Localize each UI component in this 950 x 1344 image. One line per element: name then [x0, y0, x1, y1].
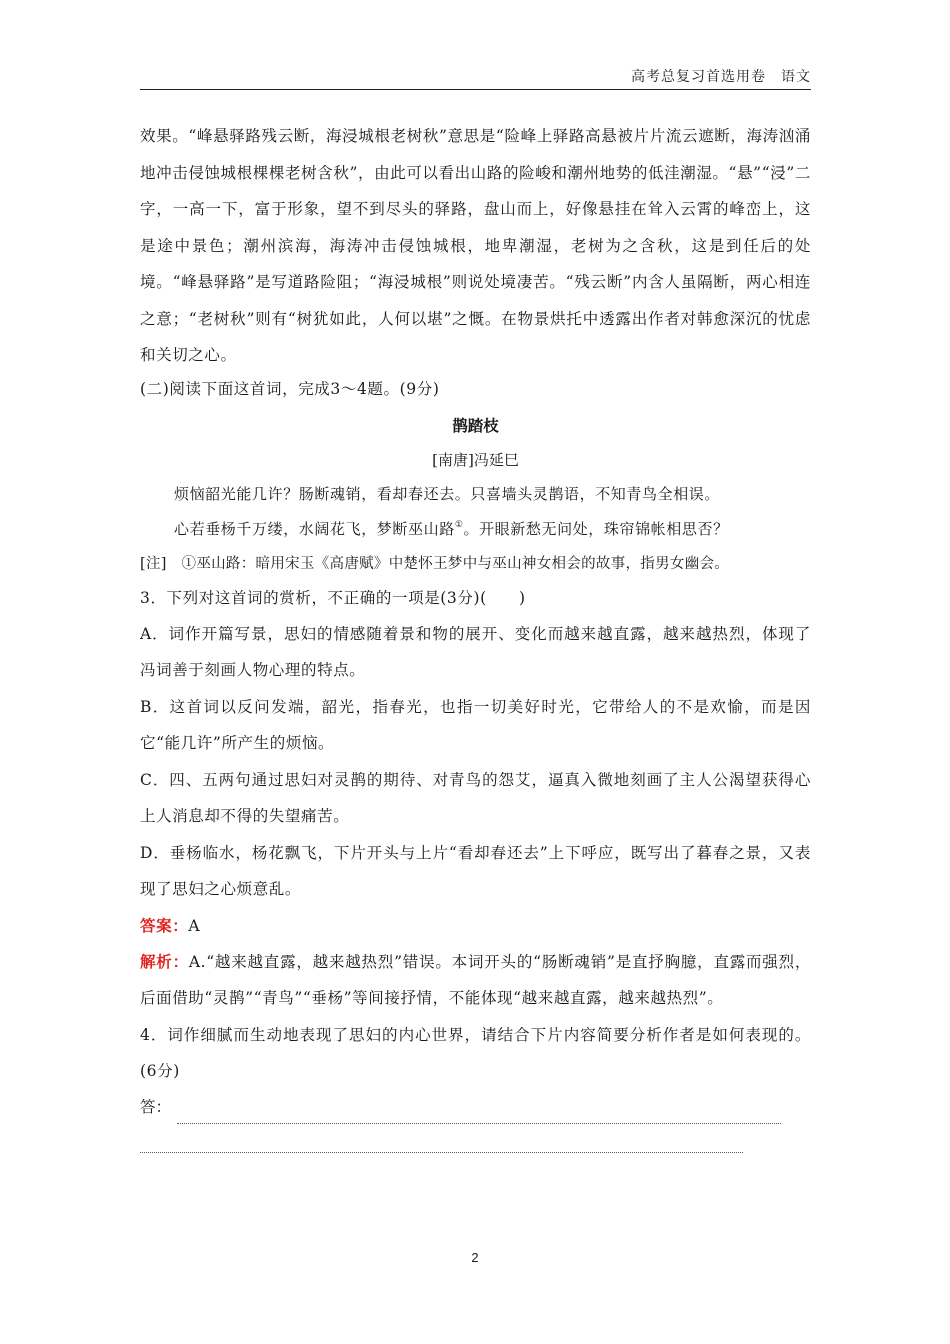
page-number: 2 — [471, 1250, 479, 1265]
page-body — [140, 118, 811, 1153]
analysis-text: A.“越来越直露，越来越热烈”错误。本词开头的“肠断魂销”是直抒胸臆，直露而强烈，后面借助“灵鹊”“青鸟”“垂杨”等间接抒情，不能体现“越来越直露，越来越热烈”。 — [140, 952, 811, 1007]
question-3-stem: 3．下列对这首词的赏析，不正确的一项是(3分)( ) — [140, 588, 526, 607]
answer-line-1[interactable] — [177, 1101, 781, 1124]
section-heading: (二)阅读下面这首词，完成3～4题。(9分) — [140, 379, 440, 398]
poem-stanza-1: 烦恼韶光能几许？肠断魂销，看却春还去。只喜墙头灵鹊语，不知青鸟全相误。 — [174, 484, 721, 503]
option-a: A．词作开篇写景，思妇的情感随着景和物的展开、变化而越来越直露，越来越热烈，体现了冯词善于刻画人物心理的特点。 — [140, 624, 811, 679]
poem-stanza-2-part-b: 。开眼新愁无问处，珠帘锦帐相思否？ — [463, 519, 729, 538]
option-d: D．垂杨临水，杨花飘飞，下片开头与上片“看却春还去”上下呼应，既写出了暮春之景，又表现了思妇之心烦意乱。 — [140, 843, 811, 898]
analysis-label: 解析： — [140, 951, 189, 971]
poem-title: 鹊踏枝 — [452, 416, 499, 435]
answer-line-2[interactable] — [140, 1132, 743, 1153]
answer-label: 答案： — [140, 915, 189, 935]
analysis-continuation: 效果。“峰悬驿路残云断，海浸城根老树秋”意思是“险峰上驿路高悬被片片流云遮断，海涛汹涌地冲击侵蚀城根棵棵老树含秋”，由此可以看出山路的险峻和潮州地势的低洼潮湿。“悬”“浸”二字，一高一下，富于形象，望不到尽头的驿路，盘山而上，好像悬挂在耸入云霄的峰峦上，这是途中景色；潮州滨海，海涛冲击侵蚀城根，地卑潮湿，老树为之含秋，这是到任后的处境。“峰悬驿路”是写道路险阻；“海浸城根”则说处境凄苦。“残云断”内含人虽隔断，两心相连之意；“老树秋”则有“树犹如此，人何以堪”之慨。在物景烘托中透露出作者对韩愈深沉的忧虑和关切之心。 — [140, 127, 811, 364]
answer-area[interactable] — [140, 1090, 811, 1124]
answer-prompt: 答： — [140, 1097, 172, 1116]
poem-stanza-2 — [140, 512, 811, 547]
question-4-stem: 4．词作细腻而生动地表现了思妇的内心世界，请结合下片内容简要分析作者是如何表现的。(6分) — [140, 1025, 811, 1080]
answer-line — [140, 908, 811, 944]
answer-value: A — [188, 916, 201, 935]
poem-note: [注] ①巫山路：暗用宋玉《高唐赋》中楚怀王梦中与巫山神女相会的故事，指男女幽会。 — [140, 555, 730, 572]
option-b: B．这首词以反问发端，韶光，指春光，也指一切美好时光，它带给人的不是欢愉，而是因它“能几许”所产生的烦恼。 — [140, 697, 811, 752]
option-c: C．四、五两句通过思妇对灵鹊的期待、对青鸟的怨艾，逼真入微地刻画了主人公渴望获得心上人消息却不得的失望痛苦。 — [140, 770, 811, 825]
poem-stanza-2-part-a: 心若垂杨千万缕，水阔花飞，梦断巫山路 — [174, 519, 455, 538]
analysis-paragraph — [140, 944, 811, 1017]
running-header: 高考总复习首选用卷 语文 — [140, 66, 811, 90]
footnote-marker: ① — [454, 519, 464, 530]
poem-author: [南唐]冯延巳 — [432, 450, 519, 469]
